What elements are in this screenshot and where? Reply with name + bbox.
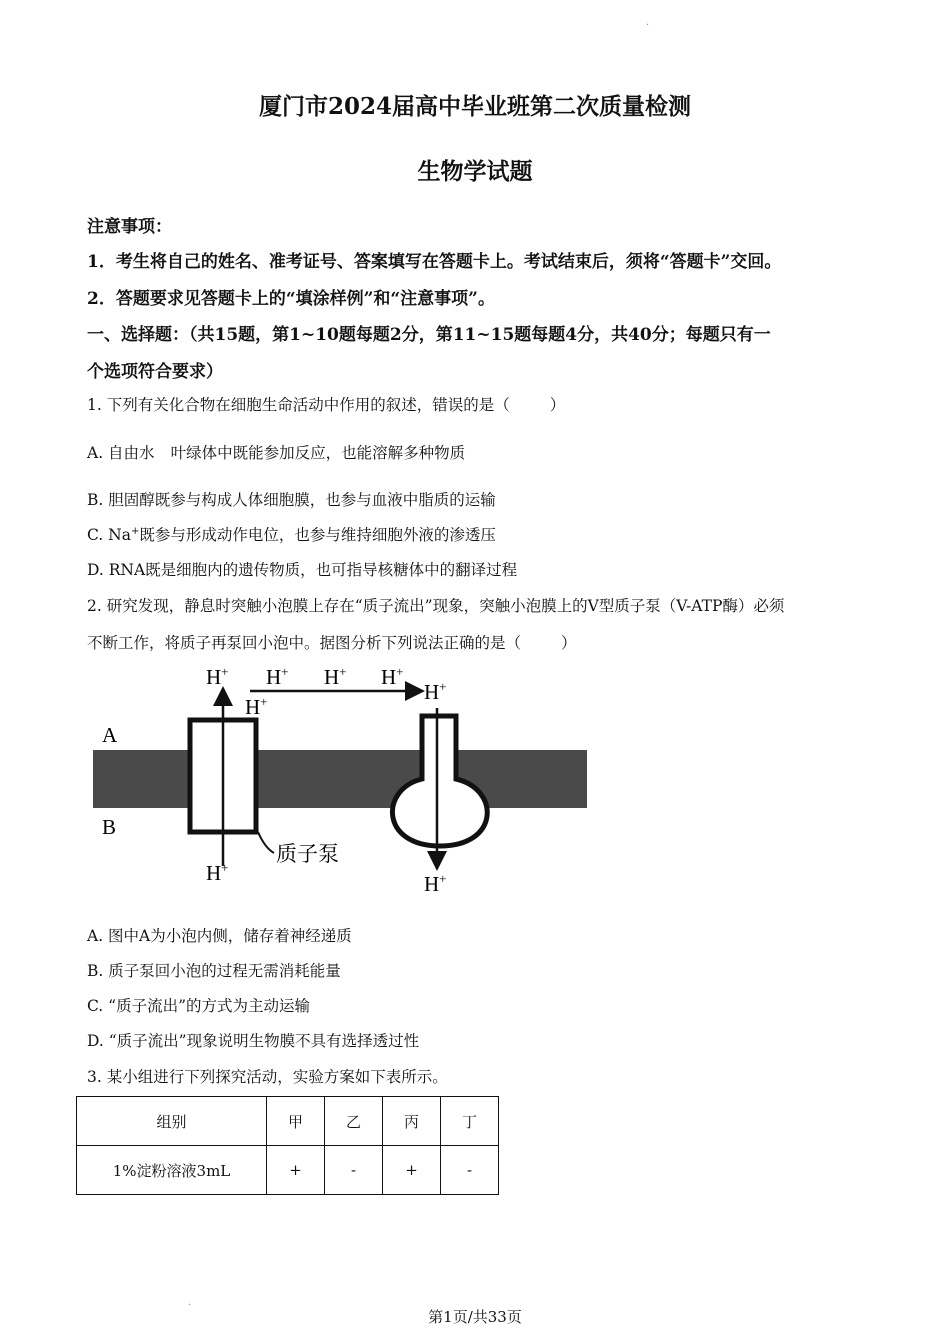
h-ion-label: H+ <box>206 860 229 885</box>
q1-option-a-text: 叶绿体中既能参加反应，也能溶解多种物质 <box>170 444 466 462</box>
q2-stem-line2 <box>87 631 577 653</box>
notice-item-1: 1．考生将自己的姓名、准考证号、答案填写在答题卡上。考试结束后，须将“答题卡”交回。 <box>87 252 782 272</box>
vesicle-membrane <box>93 750 587 808</box>
q1-stem-text: 1. 下列有关化合物在细胞生命活动中作用的叙述，错误的是（ <box>87 396 510 414</box>
table-cell: 1%淀粉溶液3mL <box>77 1146 267 1195</box>
scan-mark: · <box>188 1300 192 1311</box>
q2-stem-close: ） <box>561 634 577 652</box>
q1-option-c-post: 既参与形成动作电位，也参与维持细胞外液的渗透压 <box>139 526 496 544</box>
page-number: 第1页/共33页 <box>428 1308 522 1326</box>
q2-stem-line1: 2. 研究发现，静息时突触小泡膜上存在“质子流出”现象，突触小泡膜上的V型质子泵（V-ATP酶）必须 <box>87 597 785 615</box>
q1-option-c-sup: + <box>130 525 140 537</box>
table-cell: - <box>441 1146 499 1195</box>
q1-option-d: D. RNA既是细胞内的遗传物质，也可指导核糖体中的翻译过程 <box>87 561 518 579</box>
section-heading-line2: 个选项符合要求） <box>87 362 223 382</box>
q2-option-d: D. “质子流出”现象说明生物膜不具有选择透过性 <box>87 1032 420 1050</box>
table-row <box>77 1146 499 1195</box>
q2-option-c: C. “质子流出”的方式为主动运输 <box>87 997 311 1015</box>
h-ion-label: H+ <box>245 694 268 719</box>
table-cell: + <box>267 1146 325 1195</box>
q1-option-c <box>87 523 496 545</box>
table-header-cell: 丙 <box>383 1097 441 1146</box>
h-ion-label: H+ <box>424 679 447 704</box>
proton-pump-diagram <box>90 656 590 901</box>
table-cell: + <box>383 1146 441 1195</box>
section-heading-line1: 一、选择题：（共15题，第1~10题每题2分，第11~15题每题4分，共40分；每题只有一 <box>87 325 771 345</box>
table-cell: - <box>325 1146 383 1195</box>
experiment-table <box>76 1096 499 1195</box>
scan-mark: · <box>646 20 650 31</box>
pump-label-leader <box>258 832 274 853</box>
proton-pump-label: 质子泵 <box>276 842 339 866</box>
exam-subtitle: 生物学试题 <box>417 158 533 185</box>
q1-option-b: B. 胆固醇既参与构成人体细胞膜，也参与血液中脂质的运输 <box>87 491 496 509</box>
h-ion-label: H+ <box>324 664 347 689</box>
q2-stem-line2-text: 不断工作，将质子再泵回小泡中。据图分析下列说法正确的是（ <box>87 634 522 652</box>
table-header-cell: 甲 <box>267 1097 325 1146</box>
table-header-cell: 乙 <box>325 1097 383 1146</box>
side-a-label: A <box>102 723 118 747</box>
q3-stem: 3. 某小组进行下列探究活动，实验方案如下表所示。 <box>87 1068 448 1086</box>
table-header-row <box>77 1097 499 1146</box>
notice-heading: 注意事项： <box>87 217 172 237</box>
q1-option-a-label: A. 自由水 <box>87 444 155 462</box>
q1-option-a <box>87 441 465 463</box>
q2-option-a: A. 图中A为小泡内侧，储存着神经递质 <box>87 927 352 945</box>
table-header-cell: 组别 <box>77 1097 267 1146</box>
h-ion-label: H+ <box>381 664 404 689</box>
side-b-label: B <box>102 815 117 839</box>
q1-stem <box>87 393 565 415</box>
q2-option-b: B. 质子泵回小泡的过程无需消耗能量 <box>87 962 341 980</box>
q1-stem-close: ） <box>549 396 566 414</box>
notice-item-2: 2．答题要求见答题卡上的“填涂样例”和“注意事项”。 <box>87 289 495 309</box>
h-ion-label: H+ <box>266 664 289 689</box>
exam-title: 厦门市2024届高中毕业班第二次质量检测 <box>258 93 691 120</box>
h-ion-label: H+ <box>424 871 447 896</box>
h-ion-label: H+ <box>206 664 229 689</box>
q1-option-c-pre: C. Na <box>87 526 131 544</box>
table-header-cell: 丁 <box>441 1097 499 1146</box>
